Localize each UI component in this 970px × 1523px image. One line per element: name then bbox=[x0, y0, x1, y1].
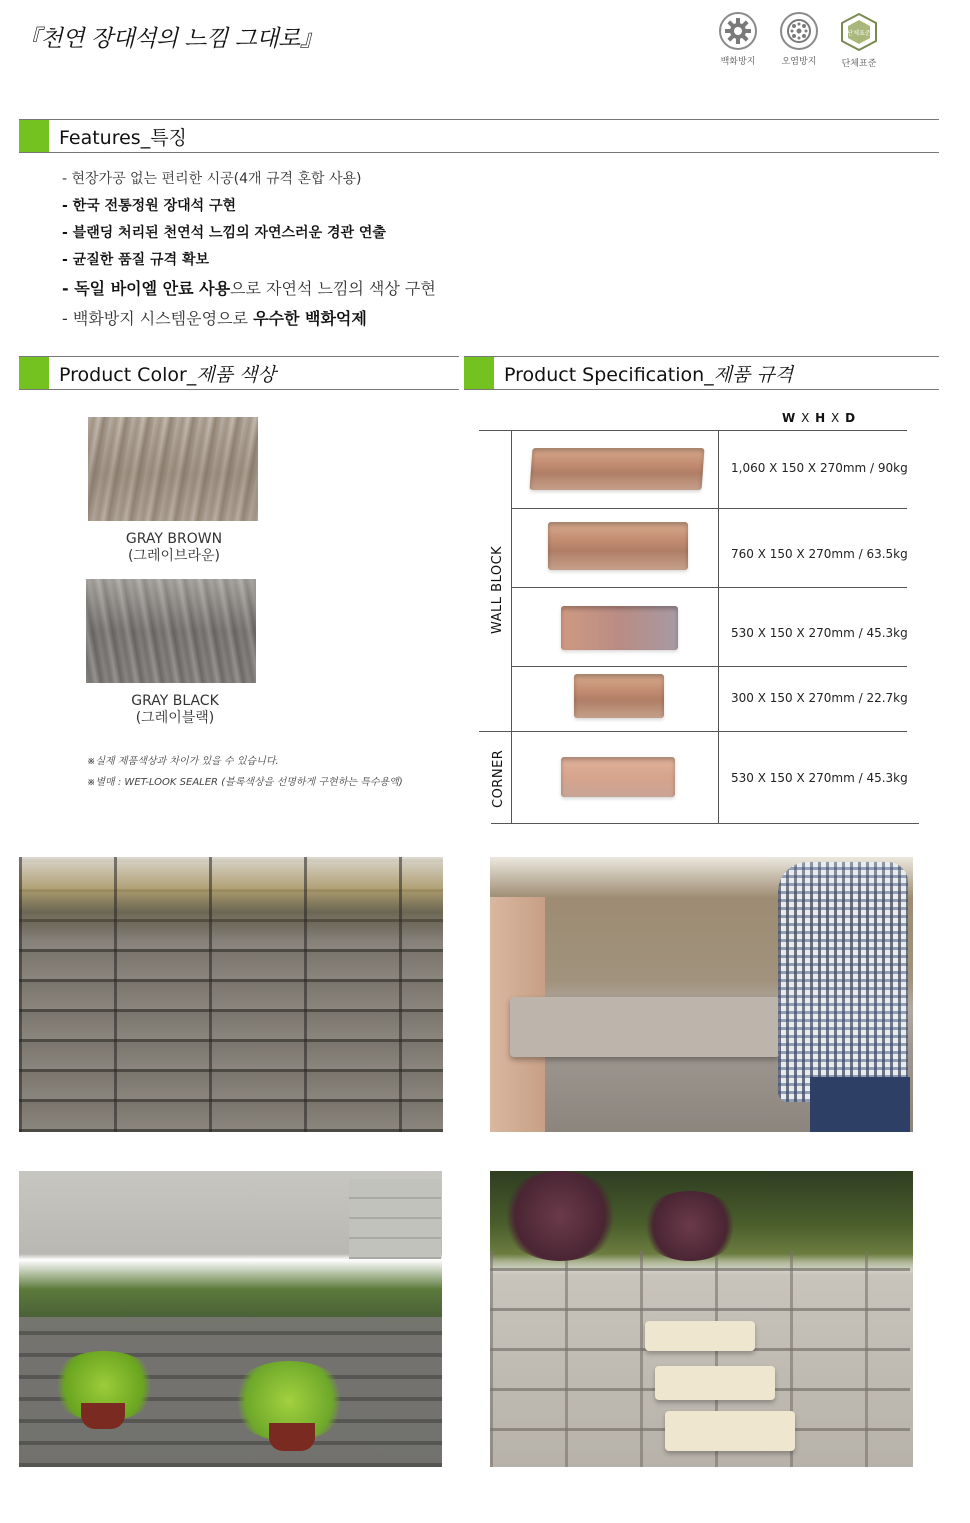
photo-texture bbox=[645, 1321, 755, 1351]
feature-item: - 독일 바이엘 안료 사용으로 자연석 느낌의 색상 구현 bbox=[62, 279, 436, 298]
photo-texture bbox=[500, 1171, 620, 1261]
features-heading: Features_특징 bbox=[59, 127, 187, 149]
corner-label: CORNER bbox=[491, 749, 506, 808]
wall-block-label: WALL BLOCK bbox=[490, 545, 505, 634]
product-spec-header bbox=[464, 356, 939, 390]
photo-texture bbox=[640, 1191, 740, 1261]
table-border bbox=[511, 430, 512, 823]
photo-texture bbox=[778, 862, 908, 1102]
photo-texture bbox=[665, 1411, 795, 1451]
feature-item: - 한국 전통정원 장대석 구현 bbox=[62, 198, 237, 214]
dots-icon bbox=[780, 12, 818, 50]
wall-stairs-photo bbox=[490, 1171, 913, 1467]
color-name: GRAY BROWN (그레이브라운) bbox=[125, 531, 223, 564]
sealer-note: ※별매 : WET-LOOK SEALER (블록색상을 선명하게 구현하는 특수용액) bbox=[87, 777, 403, 788]
feature-item: - 현장가공 없는 편리한 시공(4개 규격 혼합 사용) bbox=[62, 171, 362, 187]
accent-square bbox=[19, 357, 49, 389]
photo-texture bbox=[269, 1423, 315, 1451]
features-list bbox=[62, 166, 436, 334]
product-spec-heading: Product Specification_제품 규격 bbox=[504, 364, 794, 386]
color-name: GRAY BLACK (그레이블랙) bbox=[131, 693, 219, 726]
accent-square bbox=[19, 120, 49, 152]
table-border bbox=[511, 508, 907, 509]
wall-photo-1 bbox=[19, 857, 443, 1132]
spec-row: 760 X 150 X 270mm / 63.5kg bbox=[731, 547, 908, 561]
table-border bbox=[491, 823, 919, 824]
spec-row: 300 X 150 X 270mm / 22.7kg bbox=[731, 691, 908, 705]
photo-texture bbox=[810, 1077, 910, 1132]
table-border bbox=[479, 731, 907, 732]
gray-brown-swatch bbox=[88, 417, 258, 521]
photo-texture bbox=[81, 1403, 125, 1429]
badge-label: 백화방지 bbox=[720, 57, 756, 67]
table-border bbox=[479, 430, 907, 431]
page-title: 『천연 장대석의 느낌 그대로』 bbox=[18, 26, 323, 52]
corner-block-image bbox=[561, 757, 675, 797]
color-note: ※실제 제품색상과 차이가 있을 수 있습니다. bbox=[87, 756, 279, 767]
product-color-heading: Product Color_제품 색상 bbox=[59, 364, 276, 386]
photo-texture bbox=[19, 857, 443, 1132]
product-color-header bbox=[19, 356, 459, 390]
block-image-760 bbox=[548, 522, 688, 570]
feature-item: - 블랜딩 처리된 천연석 느낌의 자연스러운 경관 연출 bbox=[62, 225, 386, 241]
efflorescence-badge bbox=[714, 12, 762, 67]
spec-row: 1,060 X 150 X 270mm / 90kg bbox=[731, 461, 908, 475]
installation-photo bbox=[490, 857, 913, 1132]
photo-texture bbox=[510, 997, 780, 1057]
badge-icon-text: 단체표준 bbox=[847, 30, 871, 37]
features-header bbox=[19, 119, 939, 153]
group-standard-badge bbox=[835, 12, 883, 69]
dimension-header: W X H X D bbox=[782, 411, 857, 425]
block-image-300 bbox=[574, 674, 664, 718]
garden-steps-photo bbox=[19, 1171, 442, 1467]
photo-texture bbox=[349, 1179, 441, 1259]
gear-icon bbox=[719, 12, 757, 50]
table-border bbox=[718, 430, 719, 823]
accent-square bbox=[464, 357, 494, 389]
photo-texture bbox=[655, 1366, 775, 1400]
badge-label: 오염방지 bbox=[781, 57, 817, 67]
table-border bbox=[511, 587, 907, 588]
badge-label: 단체표준 bbox=[841, 59, 877, 69]
spec-row: 530 X 150 X 270mm / 45.3kg bbox=[731, 771, 908, 785]
hexagon-standard-icon bbox=[839, 12, 879, 52]
block-image-1060 bbox=[530, 448, 705, 490]
block-image-530 bbox=[561, 606, 678, 650]
table-border bbox=[511, 666, 907, 667]
feature-item: - 백화방지 시스템운영으로 우수한 백화억제 bbox=[62, 309, 367, 328]
stain-resistant-badge bbox=[775, 12, 823, 67]
spec-row: 530 X 150 X 270mm / 45.3kg bbox=[731, 626, 908, 640]
feature-item: - 균질한 품질 규격 확보 bbox=[62, 252, 210, 268]
gray-black-swatch bbox=[86, 579, 256, 683]
